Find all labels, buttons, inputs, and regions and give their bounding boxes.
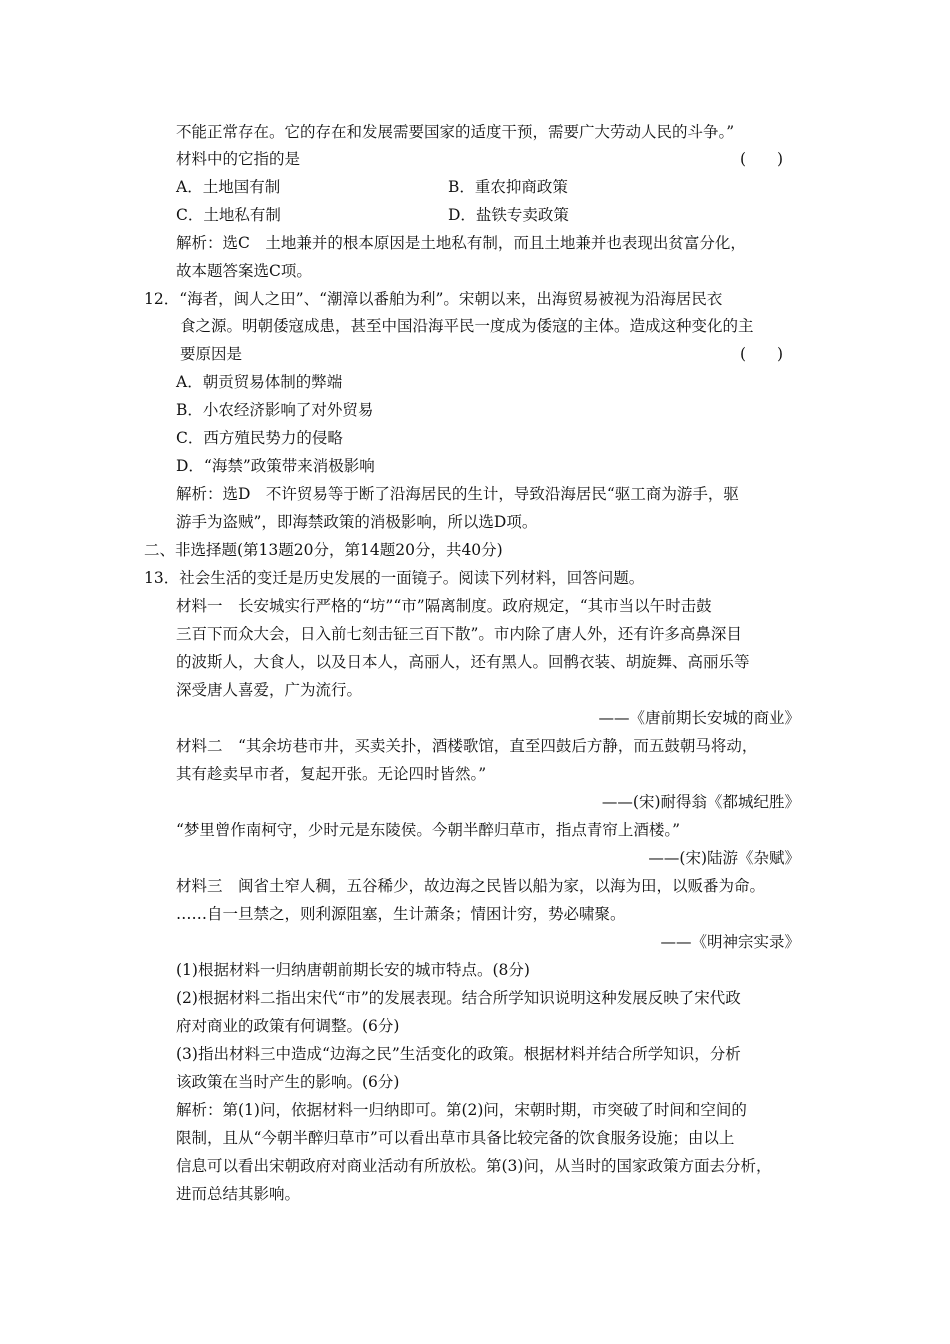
q13-analysis: 解析：第(1)问，依据材料一归纳即可。第(2)问，宋朝时期，市突破了时间和空间的 (176, 1101, 747, 1119)
q13-material1-line: 的波斯人，大食人，以及日本人，高丽人，还有黑人。回鹘衣装、胡旋舞、高丽乐等 (176, 653, 750, 671)
q13-material2: 材料二 “其余坊巷市井，买卖关扑，酒楼歌馆，直至四鼓后方静，而五鼓朝马将动， (176, 737, 758, 755)
q12-stem-cont: 食之源。明朝倭寇成患，甚至中国沿海平民一度成为倭寇的主体。造成这种变化的主 (180, 317, 754, 335)
q13-analysis-line: 限制，且从“今朝半醉归草市”可以看出草市具备比较完备的饮食服务设施；由以上 (176, 1129, 735, 1147)
q11-analysis: 解析：选C 土地兼并的根本原因是土地私有制，而且土地兼并也表现出贫富分化， (176, 234, 746, 252)
q12-stem-end: 要原因是 (180, 345, 243, 363)
q11-text-line: 不能正常存在。它的存在和发展需要国家的适度干预，需要广大劳动人民的斗争。” (176, 123, 735, 141)
q13-material2-line: 其有趁卖早市者，复起开张。无论四时皆然。” (176, 765, 487, 783)
q13-material1-source: ——《唐前期长安城的商业》 (598, 709, 800, 727)
q12-option-a: A．朝贡贸易体制的弊端 (176, 373, 343, 391)
q12-stem: 12．“海者，闽人之田”、“潮漳以番舶为利”。宋朝以来，出海贸易被视为沿海居民衣 (144, 290, 723, 308)
q12-analysis-cont: 游手为盗贼”，即海禁政策的消极影响，所以选D项。 (176, 513, 538, 531)
q12-answer-blank: ( ) (740, 345, 784, 363)
q13-stem: 13．社会生活的变迁是历史发展的一面镜子。阅读下列材料，回答问题。 (144, 569, 645, 587)
q13-material1-line: 深受唐人喜爱，广为流行。 (176, 681, 363, 699)
q12-option-d: D．“海禁”政策带来消极影响 (176, 457, 375, 475)
q13-material1: 材料一 长安城实行严格的“坊”“市”隔离制度。政府规定，“其市当以午时击鼓 (176, 597, 712, 615)
q13-material2-source: ——(宋)耐得翁《都城纪胜》 (601, 793, 800, 811)
q11-option-d: D．盐铁专卖政策 (448, 206, 569, 224)
q11-option-b: B．重农抑商政策 (448, 178, 568, 196)
section-heading: 二、非选择题(第13题20分，第14题20分，共40分) (144, 541, 503, 559)
q13-material3-line: ……自一旦禁之，则利源阻塞，生计萧条；情困计穷，势必啸聚。 (176, 905, 626, 923)
q13-analysis-line: 进而总结其影响。 (176, 1185, 301, 1203)
q11-option-a: A．土地国有制 (176, 178, 281, 196)
q13-subquestion-1: (1)根据材料一归纳唐朝前期长安的城市特点。(8分) (176, 961, 530, 979)
q12-option-b: B．小农经济影响了对外贸易 (176, 401, 374, 419)
q12-option-c: C．西方殖民势力的侵略 (176, 429, 343, 447)
q13-material1-line: 三百下而众大会，日入前七刻击钲三百下散”。市内除了唐人外，还有许多高鼻深目 (176, 625, 742, 643)
q13-material3-source: ——《明神宗实录》 (660, 933, 800, 951)
q13-material2-poem-source: ——(宋)陆游《杂赋》 (648, 849, 800, 867)
q13-material2-poem: “梦里曾作南柯守，少时元是东陵侯。今朝半醉归草市，指点青帘上酒楼。” (176, 821, 681, 839)
q13-material3: 材料三 闽省土窄人稠，五谷稀少，故边海之民皆以船为家，以海为田，以贩番为命。 (176, 877, 766, 895)
q11-stem: 材料中的它指的是 (176, 150, 301, 168)
q13-subquestion-2: (2)根据材料二指出宋代“市”的发展表现。结合所学知识说明这种发展反映了宋代政 (176, 989, 741, 1007)
q11-option-c: C．土地私有制 (176, 206, 281, 224)
q13-analysis-line: 信息可以看出宋朝政府对商业活动有所放松。第(3)问，从当时的国家政策方面去分析， (176, 1157, 772, 1175)
q11-answer-blank: ( ) (740, 150, 784, 168)
q13-subquestion-3-cont: 该政策在当时产生的影响。(6分) (176, 1073, 400, 1091)
q13-subquestion-2-cont: 府对商业的政策有何调整。(6分) (176, 1017, 400, 1035)
q12-analysis: 解析：选D 不许贸易等于断了沿海居民的生计，导致沿海居民“驱工商为游手，驱 (176, 485, 739, 503)
q11-analysis-cont: 故本题答案选C项。 (176, 262, 312, 280)
q13-subquestion-3: (3)指出材料三中造成“边海之民”生活变化的政策。根据材料并结合所学知识，分析 (176, 1045, 741, 1063)
